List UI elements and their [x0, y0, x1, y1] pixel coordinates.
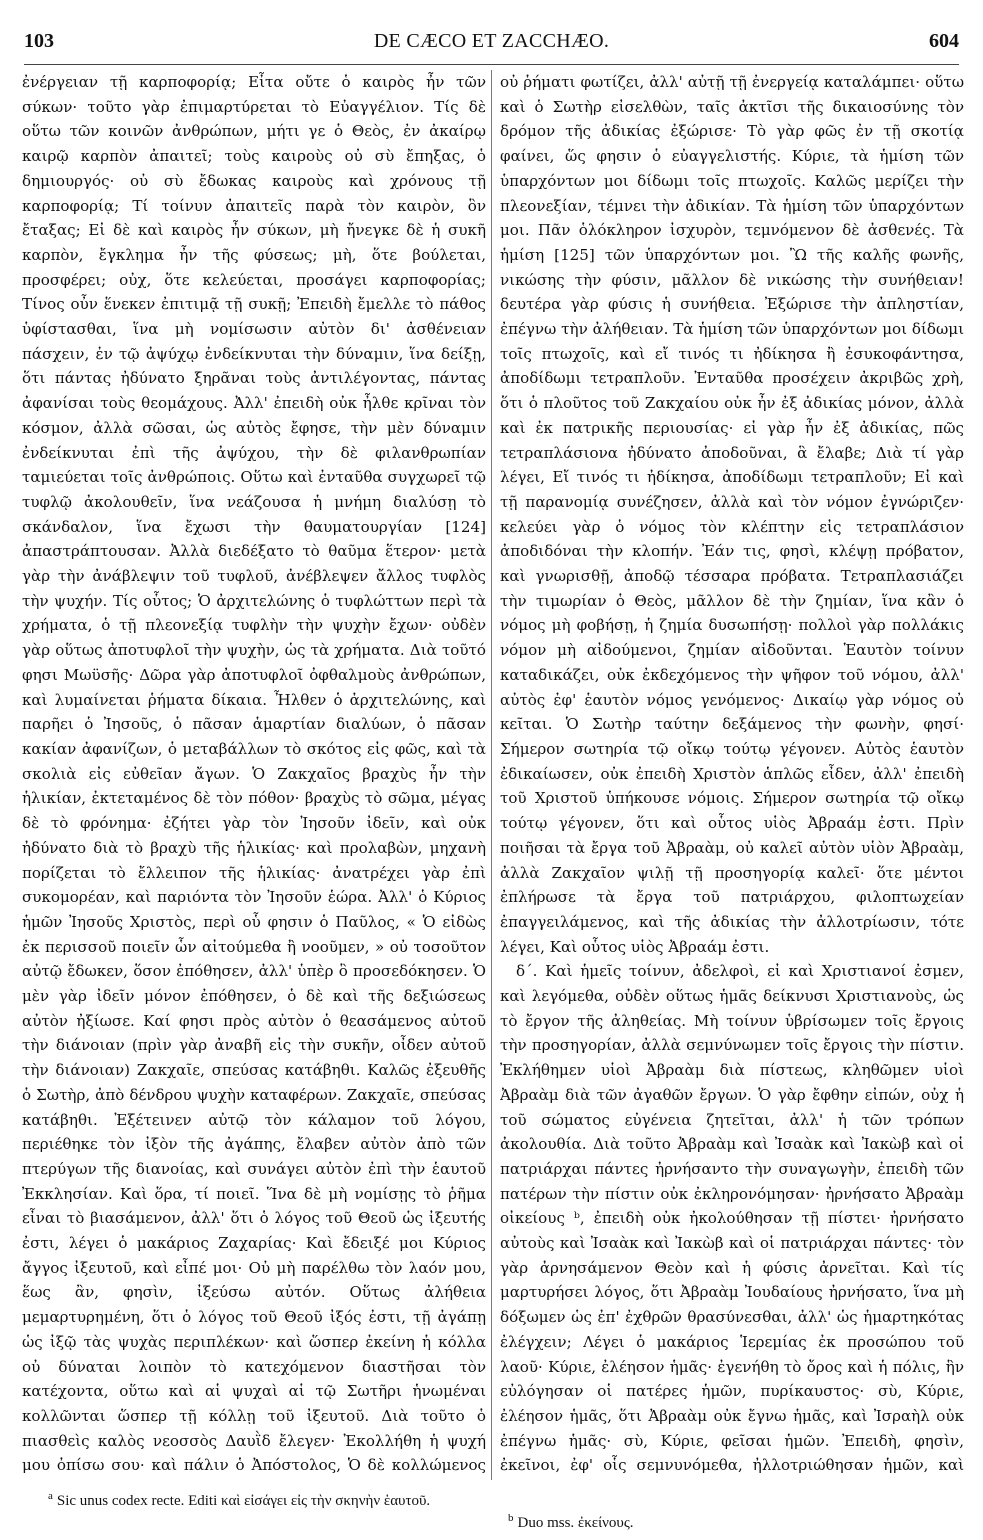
right-column-paragraph: δ΄. Καὶ ἡμεῖς τοίνυν, ἀδελφοὶ, εἰ καὶ Χριστιανοί ἐσμεν, καὶ λεγόμεθα, οὐδὲν οὕτως ἡμᾶς δείκνυσι Χριστιανοὺς, ὡς τὸ ἔργον τῆς ἀληθείας. Μὴ τοίνυν ὑβρίσωμεν τοῖς ἔργοις τὴν προσηγορίαν, ἀλλὰ σεμνύνωμεν τοῖς ἔργοις τὴν πίστιν. Ἐκλήθημεν υἱοὶ Ἀβραὰμ διὰ πίστεως, κληθῶμεν υἱοὶ Ἀβραὰμ διὰ τῶν ἀγαθῶν ἔργων. Ὁ γὰρ ἔφθην εἰπών, οὐχ ἡ τοῦ σώματος εὐγένεια ζητεῖται, ἀλλ' ἡ τῶν τρόπων ἀκολουθία. Διὰ τοῦτο Ἀβραὰμ καὶ Ἰσαὰκ καὶ Ἰακὼβ καὶ οἱ πατριάρχαι πάντες ἠρνήσαντο τὴν συναγωγὴν, ἐπειδὴ τῶν πατέρων τὴν πίστιν οὐκ ἐκληρονόμησαν· ἠρνήσατο Ἀβραὰμ οἰκείους ᵇ, ἐπειδὴ οὐκ ἠκολούθησαν τῇ πίστει· ἠρνήσατο αὐτοὺς καὶ Ἰσαὰκ καὶ Ἰακὼβ καὶ οἱ πατριάρχαι πάντες· τὸν γὰρ ἀρνησάμενον Θεὸν καὶ ἡ φύσις ἀρνεῖται. Καὶ τίς μαρτυρήσει λόγος, ὅτι Ἀβραὰμ Ἰουδαίους ἠρνήσατο, ἵνα μὴ δόξωμεν ὡς ἐπ' ἐχθρῶν θρασύνεσθαι, ἀλλ' ὡς ἡμαρτηκότας ἐλέγχειν; Λέγει ὁ μακάριος Ἱερεμίας ἐκ προσώπου τοῦ λαοῦ· Κύριε, ἐλέησον ἡμᾶς· ἐγενήθη τὸ ὄρος καὶ ἡ πόλις, ἣν εὐλόγησαν οἱ πατέρες ἡμῶν, πυρίκαυστος· σὺ, Κύριε, ἐλέησον ἡμᾶς, ὅτι Ἀβραὰμ οὐκ ἔγνω ἡμᾶς, καὶ Ἰσραὴλ οὐκ ἐπέγνω ἡμᾶς· σὺ, Κύριε, φεῖσαι ἡμῶν. Ἐπειδὴ, φησὶν, ἐκεῖνοι, ἐφ' οἷς σεμνυνόμεθα, ἠλλοτριώθησαν ἡμῶν, καὶ [500, 962, 964, 1475]
footnote-b [508, 1508, 938, 1533]
footnote-b-text: Duo mss. ἐκείνους. [517, 1515, 634, 1531]
footnote-a-text: Sic unus codex recte. Editi καὶ εἰσάγει εἰς τὴν σκηνὴν ἑαυτοῦ. [56, 1493, 431, 1509]
header-rule [24, 64, 959, 65]
left-column [22, 70, 486, 1480]
footnote-a-marker: a [48, 1490, 53, 1502]
footnote-a [48, 1486, 478, 1511]
page-number-left: 103 [24, 30, 54, 52]
running-header [0, 30, 983, 58]
footnotes [0, 1486, 983, 1536]
footnote-b-marker: b [508, 1512, 514, 1524]
running-title: DE CÆCO ET ZACCHÆO. [373, 30, 610, 52]
left-column-paragraph: ἐνέργειαν τῇ καρποφορίᾳ; Εἶτα οὔτε ὁ καιρὸς ἦν τῶν σύκων· τοῦτο γὰρ ἐπιμαρτύρεται τὸ Εὐαγγέλιον. Τίς δὲ οὕτω τῶν κοινῶν ἀνθρώπων, μήτι γε ὁ Θεὸς, ἐν ἀκαίρῳ καιρῷ καρπὸν ἀπαιτεῖ; τοὺς καιροὺς οὐ σὺ ἔπηξας, ὁ δημιουργός· οὐ σὺ ἔδωκας καιροὺς καὶ χρόνους τῇ καρποφορίᾳ; Τί τοίνυν ἀπαιτεῖς παρὰ τὸν καιρὸν, ὃν ἔταξας; Εἰ δὲ καὶ καιρὸς ἦν σύκων, μὴ ἤνεγκε δὲ ἡ συκῆ καρπὸν, ἔγκλημα ἦν τῆς φύσεως; μὴ, ὅτε βούλεται, προσφέρει; οὐχ, ὅτε κελεύεται, προσάγει καρποφορίας; Τίνος οὖν ἕνεκεν ἐπιτιμᾷ τῇ συκῇ; Ἐπειδὴ ἔμελλε τὸ πάθος ὑφίστασθαι, ἵνα μὴ νομίσωσιν αὐτὸν δι' ἀσθένειαν πάσχειν, ἐν τῷ ἀψύχῳ ἐνδείκνυται τὴν δύναμιν, ἵνα δείξῃ, ὅτι πάντας ἠδύνατο ξηρᾶναι τοὺς ἀντιλέγοντας, πάντας ἀφανίσαι τοὺς θεομάχους. Ἀλλ' ἐπειδὴ οὐκ ἦλθε κρῖναι τὸν κόσμον, ἀλλὰ σῶσαι, ὡς αὐτὸς ἔφησε, τὴν μὲν δύναμιν ἐνδείκνυται ἐπὶ τῆς ἀψύχου, τὴν δὲ φιλανθρωπίαν ταμιεύεται τοῖς ἀνθρώποις. Οὕτω καὶ ἐνταῦθα συγχωρεῖ τῷ τυφλῷ ἀκολουθεῖν, ἵνα νεάζουσα ἡ μνήμη διαλύσῃ τὸ σκάνδαλον, ἵνα ἔχωσι τὴν θαυματουργίαν [124] ἀπαστράπτουσαν. Ἀλλὰ διεδέξατο τὸ θαῦμα ἕτερον· μετὰ γὰρ τὴν ἀνάβλεψιν τοῦ τυφλοῦ, ἀνέβλεψεν ἄλλος τυφλὸς τὴν ψυχήν. Τίς οὗτος; Ὁ ἀρχιτελώνης ὁ τυφλώττων περὶ τὰ χρήματα, ὁ τῇ πλεονεξίᾳ τυφλὴν τὴν ψυχὴν ἔχων· οὐδὲν γὰρ οὕτως ἀποτυφλοῖ τὴν ψυχὴν, ὡς τὰ χρήματα. Διὰ τοῦτό φησι Μωϋσῆς· Δῶρα γὰρ ἀποτυφλοῖ ὀφθαλμοὺς ἀνθρώπων, καὶ λυμαίνεται ῥήματα δίκαια. Ἦλθεν ὁ ἀρχιτελώνης, καὶ παρῆει ὁ Ἰησοῦς, ὁ πᾶσαν ἁμαρτίαν διαλύων, ὁ πᾶσαν κακίαν ἀφανίζων, ὁ μεταβάλλων τὸ σκότος εἰς φῶς, καὶ τὰ σκολιὰ εἰς εὐθεῖαν ἄγων. Ὁ Ζακχαῖος βραχὺς ἦν τὴν ἡλικίαν, ἐκτεταμένος δὲ τὸν πόθον· βραχὺς τὸ σῶμα, μέγας δὲ τὸ φρόνημα· ἐζήτει γὰρ τὸν Ἰησοῦν ἰδεῖν, καὶ οὐκ ἠδύνατο διὰ τὸ βραχὺ τῆς ἡλικίας· καὶ προλαβὼν, μηχανὴ πορίζεται τὸ ἔλλειπον τῆς ἡλικίας· ἀνατρέχει γὰρ ἐπὶ συκομορέαν, καὶ παριόντα τὸν Ἰησοῦν ἑώρα. Ἀλλ' ὁ Κύριος ἡμῶν Ἰησοῦς Χριστὸς, περὶ οὗ φησιν ὁ Παῦλος, « Ὁ εἰδὼς ἐκ περισσοῦ ποιεῖν ὧν αἰτούμεθα ἢ νοοῦμεν, » οὐ τοσοῦτον αὐτῷ ἔδωκεν, ὅσον ἐπόθησεν, ἀλλ' ὑπὲρ ὃ προσεδόκησεν. Ὁ μὲν γὰρ ἰδεῖν μόνον ἐπόθησεν, ὁ δὲ καὶ τῆς δεξιώσεως αὐτὸν ἠξίωσε. Καί φησι πρὸς αὐτὸν ὁ θεασάμενος αὐτοῦ τὴν διάνοιαν (πρὶν γὰρ ἀναβῆ εἰς τὴν συκῆν, οἶδεν αὐτοῦ τὴν διάνοιαν) Ζακχαῖε, σπεύσας κατάβηθι. Καλῶς ἐξευθῆς ὁ Σωτὴρ, ἀπὸ δένδρου ψυχὴν καταφέρων. Ζακχαῖε, σπεύσας κατάβηθι. Ἐξέτεινεν αὐτῷ τὸν κάλαμον τοῦ λόγου, περιέθηκε τὸν ἰξὸν τῆς ἀγάπης, ἔλαβεν αὐτὸν ἀπὸ τῶν πτερύγων τῆς διανοίας, καὶ συνάγει αὐτὸν ἐπὶ τὴν ἑαυτοῦ Ἐκκλησίαν. Καὶ ὅρα, τί ποιεῖ. Ἵνα δὲ μὴ νομίσῃς τὸ ῥῆμα εἶναι τὸ βιασάμενον, ἀλλ' ὅτι ὁ λόγος τοῦ Θεοῦ ὡς ἰξευτής ἐστι, λέγει ὁ μακάριος Ζαχαρίας· Καὶ ἔδειξέ μοι Κύριος ἄγγος ἰξευτοῦ, καὶ εἶπέ μοι· Οὐ μὴ παρέλθω τὸν λαόν μου, ἕως ἂν, φησὶν, ἰξεύσω αὐτόν. Οὕτως ἀλήθεια μεμαρτυρημένη, ὅτι ὁ λόγος τοῦ Θεοῦ ἰξός ἐστι, τῇ ἀγάπῃ ὡς ἰξῷ τὰς ψυχὰς περιπλέκων· καὶ ὥσπερ ἐκείνη ἡ κόλλα οὐ δύναται λοιπὸν τὸ κατεχόμενον διαστῆσαι τὸν κατέχοντα, οὕτω καὶ αἱ ψυχαὶ αἱ τῷ Σωτῆρι ἡνωμέναι κολλῶνται ὥσπερ τῇ κόλλῃ τοῦ ἰξευτοῦ. Διὰ τοῦτο ὁ πιασθεὶς καλὸς νεοσσὸς Δαυῒδ ἔλεγεν· Ἐκολλήθη ἡ ψυχή μου ὀπίσω σου· καὶ πάλιν ὁ Ἀπόστολος, Ὁ δὲ κολλώμενος [22, 73, 486, 1475]
column-divider [491, 70, 492, 1480]
right-column-paragraph: οὐ ῥήματι φωτίζει, ἀλλ' αὐτῇ τῇ ἐνεργείᾳ καταλάμπει· οὕτω καὶ ὁ Σωτὴρ εἰσελθὼν, ταῖς ἀκτῖσι τῆς δικαιοσύνης τὸν δρόμον τῆς ἀδικίας ἐξώρισε· Τὸ γὰρ φῶς ἐν τῇ σκοτίᾳ φαίνει, ὥς φησιν ὁ εὐαγγελιστής. Κύριε, τὰ ἡμίση τῶν ὑπαρχόντων μοι δίδωμι τοῖς πτωχοῖς. Καλῶς μερίζει τὴν πλεονεξίαν, τέμνει τὴν ἀδικίαν. Τὰ ἡμίση τῶν ὑπαρχόντων μοι. Πᾶν ὁλόκληρον ἰσχυρὸν, τεμνόμενον δὲ ἀσθενές. Τὰ ἡμίση [125] τῶν ὑπαρχόντων μοι. Ὢ τῆς καλῆς φωνῆς, νικώσης τὴν φύσιν, μᾶλλον δὲ νικώσης τὴν συνήθειαν! δευτέρα γὰρ φύσις ἡ συνήθεια. Ἐξώρισε τὴν ἀπληστίαν, ἐπέγνω τὴν ἀλήθειαν. Τὰ ἡμίση τῶν ὑπαρχόντων μοι δίδωμι τοῖς πτωχοῖς, καὶ εἴ τινός τι ἠδίκησα ἢ ἐσυκοφάντησα, ἀποδίδωμι τετραπλοῦν. Ἐνταῦθα προσέχειν ἀκριβῶς χρὴ, ὅτι ὁ πλοῦτος τοῦ Ζακχαίου οὐκ ἦν ἐξ ἀδικίας μόνον, ἀλλὰ καὶ ἐκ πατρικῆς περιουσίας· εἰ γὰρ ἦν ἐξ ἀδικίας, πῶς τετραπλάσιονα ἠδύνατο ἀποδοῦναι, ἃ ἔλαβε; Διὰ τί γὰρ λέγει, Εἴ τινός τι ἠδίκησα, ἀποδίδωμι τετραπλοῦν; Εἰ καὶ τῇ παρανομίᾳ συνέζησεν, ἀλλὰ καὶ τὸν νόμον ἐγνώριζεν· κελεύει γὰρ ὁ νόμος τὸν κλέπτην εἰς τετραπλάσιον ἀποδιδόναι τὴν κλοπήν. Ἐάν τις, φησὶ, κλέψῃ πρόβατον, καὶ γνωρισθῇ, ἀποδῷ τέσσαρα πρόβατα. Τετραπλασιάζει τὴν τιμωρίαν ὁ Θεὸς, μᾶλλον δὲ τὴν ζημίαν, ἵνα κἂν ὁ νόμος μὴ φοβήσῃ, ἡ ζημία δυσωπήσῃ· πολλοὶ γὰρ πολλάκις νόμον μὴ αἰδούμενοι, ζημίαν αἰδοῦνται. Ἑαυτὸν τοίνυν καταδικάζει, οὐκ ἐκδεχόμενος τὴν ψῆφον τοῦ νόμου, ἀλλ' αὐτὸς ἐφ' ἑαυτὸν νόμος γενόμενος· Δικαίῳ γὰρ νόμος οὐ κεῖται. Ὁ Σωτὴρ ταύτην δεξάμενος τὴν φωνὴν, φησί· Σήμερον σωτηρία τῷ οἴκῳ τούτῳ γέγονεν. Αὐτὸς ἑαυτὸν ἐδικαίωσεν, οὐκ ἐπειδὴ Χριστὸν ἁπλῶς εἶδεν, ἀλλ' ἐπειδὴ τοῦ Χριστοῦ ὑπήκουσε νόμοις. Σήμερον σωτηρία τῷ οἴκῳ τούτῳ γέγονεν, ὅτι καὶ οὗτος υἱὸς Ἀβραάμ ἐστι. Πρὶν ποιῆσαι τὰ ἔργα τοῦ Ἀβραὰμ, οὐ καλεῖ αὐτὸν υἱὸν Ἀβραὰμ, ἀλλὰ Ζακχαῖον ψιλῇ τῇ προσηγορίᾳ καλεῖ· ὅτε μέντοι ἐπλήρωσε τὰ ἔργα τοῦ πατριάρχου, φιλοπτωχείαν ἐπαγγειλάμενος, καὶ τῆς ἀδικίας τὴν ἀλλοτρίωσιν, τότε λέγει, Καὶ οὗτος υἱὸς Ἀβραάμ ἐστι. [500, 73, 964, 956]
right-column [500, 70, 964, 1480]
page-number-right: 604 [929, 30, 959, 52]
